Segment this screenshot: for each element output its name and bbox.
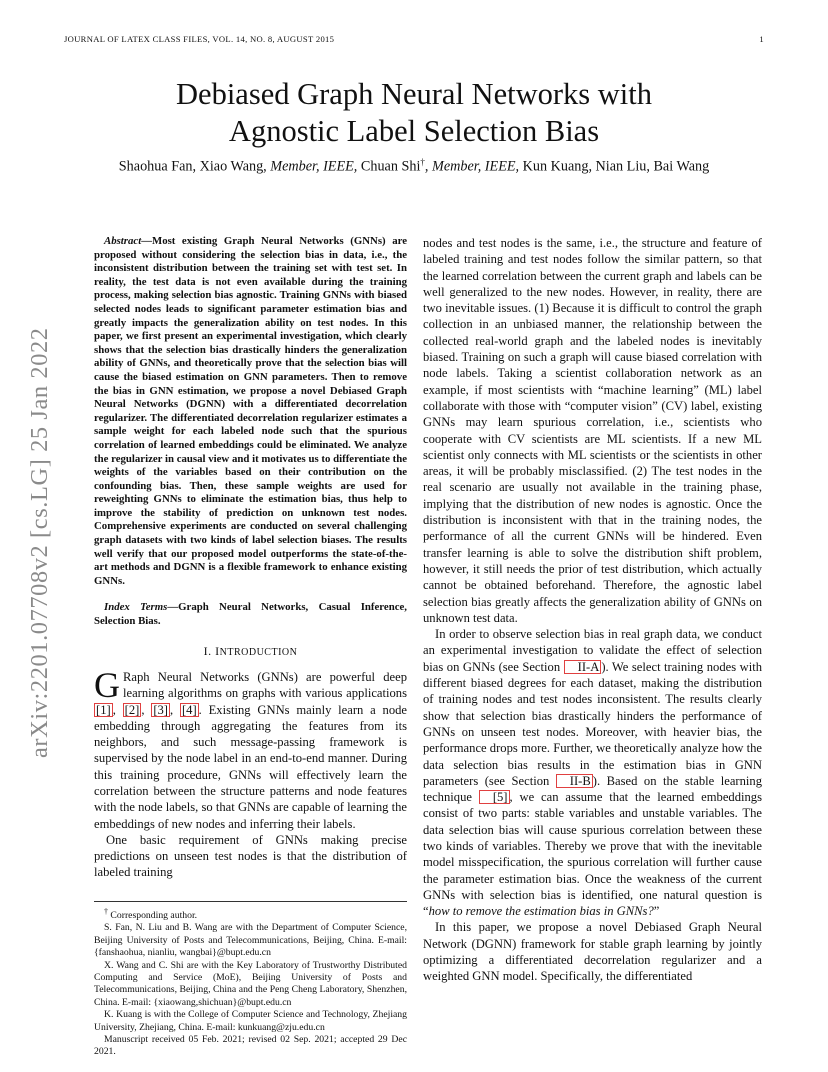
paper-title bbox=[0, 76, 828, 150]
citation-link[interactable]: [2] bbox=[124, 702, 140, 717]
p2-text-d: , we can assume that the learned embeddings consist of two parts: stable variables and unstable variables. The data selection bias will cause spurious correlation between these two kinds of variables. Thereby we prove that with the inevitable model misspecification, the spurious correlation will further cause the parameter estimation bias. Once the weakness of the current GNNs with selection bias is identified, one natural question is “ bbox=[423, 790, 763, 919]
section-cap: I bbox=[215, 643, 220, 658]
right-paragraph-3: In this paper, we propose a novel Debiased Graph Neural Network (DGNN) framework for stable graph learning by jointly optimizing a differentiated decorrelation regularizer and a weighted GNN model. Specifically, the differentiated bbox=[423, 920, 762, 984]
journal-header: JOURNAL OF LATEX CLASS FILES, VOL. 14, NO. 8, AUGUST 2015 bbox=[64, 34, 335, 44]
section-number: I. bbox=[203, 643, 216, 658]
intro-text-a: Raph Neural Networks (GNNs) are powerful deep learning algorithms on graphs with various applications bbox=[123, 669, 407, 701]
footnote-dagger: † bbox=[104, 906, 108, 916]
member-ieee-2: Member, IEEE, bbox=[432, 158, 520, 175]
right-paragraph-1: nodes and test nodes is the same, i.e., the structure and feature of labeled training and test nodes follow the similar pattern, so that the learned correlation between the current graph and labels can be well generalized to the new nodes. However, in reality, there are two inevitable issues. (1) Because it is difficult to control the graph collection in an unbiased manner, the relationship between the collected real-world graph and the labeled nodes is inevitably biased. Training on such a graph will cause biased correlation with node labels. Taking a scientist collaboration network as an example, if most scientists with “machine learning” (ML) label collaborate with those with “computer vision” (CV) label, existing GNNs may learn spurious correlation, i.e., scientists who cooperate with CV scientists are ML scientists. If a new ML scientist only connects with ML scientists or the scientists in other areas, it will be probably misclassified. (2) The test nodes in the real scenario are usually not available in the training phase, implying that the distribution of new nodes is agnostic. Once the distribution is inconsistent with that in the training nodes, the performance of all the current GNNs will be hindered. Even transfer learning is able to solve the distribution shift problem, however, it still needs the prior of test distribution, which actually cannot be obtained beforehand. Therefore, the agnostic label selection bias greatly affects the generalization ability of GNNs on unknown test data. bbox=[423, 236, 762, 625]
drop-cap: G bbox=[94, 664, 120, 705]
section-title-rest: NTRODUCTION bbox=[219, 646, 298, 658]
left-column bbox=[94, 235, 407, 1059]
p2-text-c: ). Based on the stable learning technique bbox=[423, 773, 763, 805]
intro-paragraph-1: G Raph Neural Networks (GNNs) are powerful deep learning algorithms on graphs with various applications [1] , [2] , [3] , [4] . Existing GNNs mainly learn a node embedding through aggregating the features from its neighbors, and such message-passing framework is supervised by the node label in an end-to-end manner. During this training procedure, GNNs will effectively learn the correlation between the structure patterns and node features with the node labels, so that GNNs are capable of learning the embeddings of new nodes and inferring their labels. bbox=[94, 664, 408, 831]
section-ref-link[interactable]: II-A bbox=[564, 660, 602, 674]
page-number: 1 bbox=[759, 34, 764, 44]
author-names-3: Kun Kuang, Nian Liu, Bai Wang bbox=[522, 158, 710, 175]
footnote-2: X. Wang and C. Shi are with the Key Laboratory of Trustworthy Distributed Computing and Service (MoE), Beijing University of Posts and Telecommunications, Beijing, China and the Peng Cheng Laboratory, Shenzhen, China. E-mail: {xiaowang,shichuan}@bupt.edu.cn bbox=[94, 959, 407, 1008]
title-line-2: Agnostic Label Selection Bias bbox=[228, 114, 600, 148]
citation-link[interactable]: [3] bbox=[153, 702, 168, 717]
author-name-2: Chuan Shi bbox=[360, 158, 421, 175]
intro-text-b: . Existing GNNs mainly learn a node embedding through aggregating the features from its neighbors, and such message-passing framework is supervised by the node label in an end-to-end manner. During this training procedure, GNNs will effectively learn the correlation between the structure patterns and node features with the node labels, so that GNNs are capable of learning the embeddings of new nodes and inferring their labels. bbox=[94, 702, 408, 831]
member-ieee-1: Member, IEEE, bbox=[270, 158, 358, 175]
abstract-text: —Most existing Graph Neural Networks (GNNs) are proposed without considering the selection bias in data, i.e., the inconsistent distribution between the training set with test set. In reality, the test data is not even available during the training process, making selection bias agnostic. Training GNNs with biased selected nodes leads to significant parameter estimation bias and greatly impacts the generalization ability on test nodes. In this paper, we first present an experimental investigation, which clearly shows that the selection bias drastically hinders the generalization ability of GNNs, and theoretically prove that the selection bias will cause the biased estimation on GNN parameters. Then to remove the bias in GNN estimation, we propose a novel Debiased Graph Neural Networks (DGNN) with a differentiated decorrelation regularizer. The differentiated decorrelation regularizer estimates a sample weight for each labeled node such that the spurious correlation of learned embeddings could be eliminated. We analyze the regularizer in causal view and it motivates us to differentiate the weights of the variables based on their contribution on the confounding bias. Then, these sample weights are used for reweighting GNNs to eliminate the estimation bias, thus help to improve the stability of prediction on unknown test nodes. Comprehensive experiments are conducted on several challenging graph datasets with two kinds of label selection biases. The results well verify that our proposed model outperforms the state-of-the-art methods and DGNN is a flexible framework to enhance existing GNNs. bbox=[94, 235, 407, 587]
author-names-1: Shaohua Fan, Xiao Wang, bbox=[118, 158, 267, 175]
title-line-1: Debiased Graph Neural Networks with bbox=[176, 77, 652, 111]
index-terms bbox=[94, 601, 407, 628]
footnote-4: Manuscript received 05 Feb. 2021; revised 02 Sep. 2021; accepted 29 Dec 2021. bbox=[94, 1034, 407, 1058]
index-terms-text: —Graph Neural Networks, Casual Inference, Selection Bias. bbox=[94, 601, 407, 628]
intro-paragraph-2: One basic requirement of GNNs making precise predictions on unseen test nodes is that the distribution of labeled training bbox=[94, 832, 407, 880]
footnotes bbox=[94, 906, 407, 1059]
section-ref-link[interactable]: II-B bbox=[556, 774, 593, 788]
right-column bbox=[423, 235, 762, 985]
citation-link[interactable]: [5] bbox=[479, 790, 510, 804]
author-list: Shaohua Fan, Xiao Wang, Member, IEEE, Chuan Shi†, Member, IEEE, Kun Kuang, Nian Liu, Bai Wang bbox=[118, 157, 710, 175]
abstract bbox=[94, 235, 407, 588]
arxiv-stamp: arXiv:2201.07708v2 [cs.LG] 25 Jan 2022 bbox=[26, 327, 53, 758]
p2-text-a: In order to observe selection bias in real graph data, we conduct an experimental investigation to validate the effect of selection bias on GNNs (see Section bbox=[423, 627, 762, 674]
footnote-3: K. Kuang is with the College of Computer Science and Technology, Zhejiang University, Zhejiang, China. E-mail: kunkuang@zju.edu.cn bbox=[94, 1009, 407, 1033]
abstract-label: Abstract bbox=[104, 235, 142, 247]
corresponding-text: Corresponding author. bbox=[110, 910, 198, 922]
right-paragraph-2 bbox=[423, 626, 762, 919]
section-heading bbox=[94, 643, 407, 661]
footnote-corresponding bbox=[94, 906, 407, 923]
running-header bbox=[64, 34, 764, 44]
citation-link[interactable]: [4] bbox=[181, 702, 197, 717]
p2-question: how to remove the estimation bias in GNNs? bbox=[428, 904, 654, 919]
footnote-rule bbox=[94, 901, 407, 902]
dagger-mark: † bbox=[420, 157, 425, 167]
index-terms-label: Index Terms bbox=[104, 601, 168, 614]
p2-text-e: ” bbox=[653, 904, 660, 919]
footnote-1: S. Fan, N. Liu and B. Wang are with the Department of Computer Science, Beijing University of Posts and Telecommunications, Beijing, China. E-mail: {fanshaohua, nianliu, wangbai}@bupt.edu.cn bbox=[94, 922, 407, 959]
citation-link[interactable]: [1] bbox=[96, 702, 111, 717]
p2-text-b: ). We select training nodes with different biased degrees for each dataset, making the distribution of training nodes and test nodes inconsistent. The results clearly show that selection bias drastically hinders the performance of GNNs on unseen test nodes. Moreover, with heavier bias, the performance drops more. Further, we theoretically analyze how the data selection bias results in the estimation bias in GNN parameters (see Section bbox=[423, 659, 763, 788]
